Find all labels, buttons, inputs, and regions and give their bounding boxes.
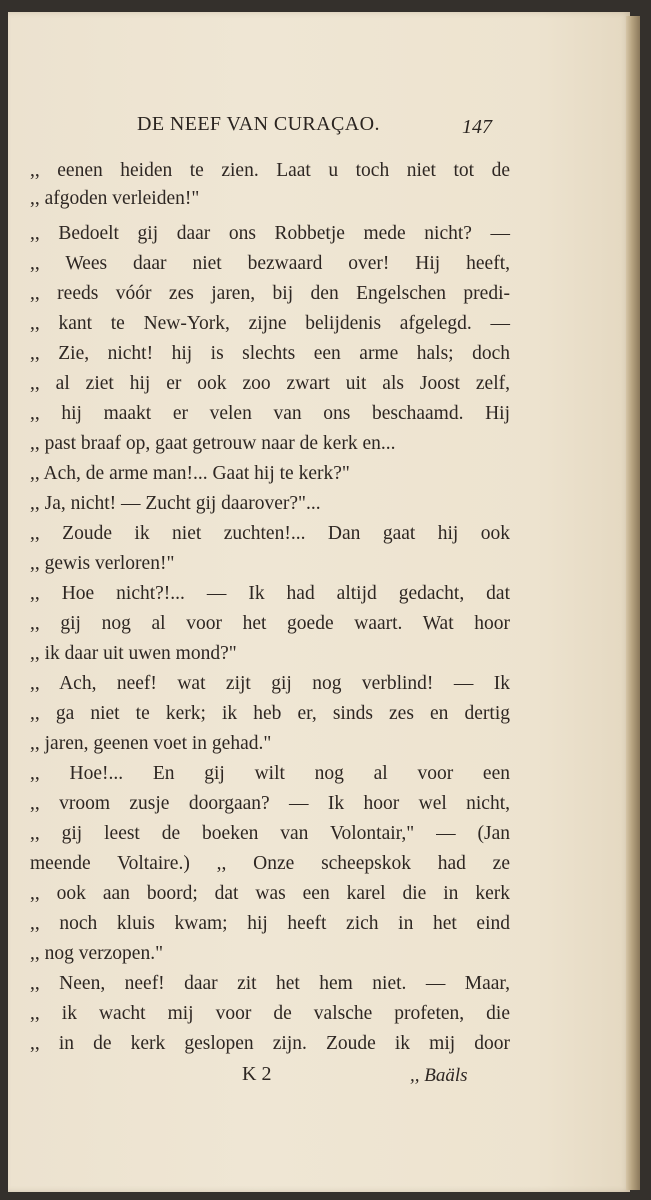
text-line: ,, Wees daar niet bezwaard over! Hij heeft, — [30, 253, 510, 274]
text-line: ,, gij leest de boeken van Volontair," — (Jan — [30, 823, 510, 844]
text-line: ,, reeds vóór zes jaren, bij den Engelschen predi- — [30, 283, 510, 304]
text-line: ,, past braaf op, gaat getrouw naar de kerk en... — [30, 433, 396, 454]
text-line: ,, nog verzopen." — [30, 943, 164, 964]
text-line: ,, Ach, de arme man!... Gaat hij te kerk?" — [30, 463, 350, 484]
text-line: ,, ga niet te kerk; ik heb er, sinds zes en dertig — [30, 703, 510, 724]
text-line: ,, Hoe!... En gij wilt nog al voor een — [30, 763, 510, 784]
text-line: ,, ik wacht mij voor de valsche profeten, die — [30, 1003, 510, 1024]
text-line: ,, al ziet hij er ook zoo zwart uit als Joost zelf, — [30, 373, 510, 394]
text-line: ,, noch kluis kwam; hij heeft zich in het eind — [30, 913, 510, 934]
catchword: ,, Baäls — [410, 1065, 468, 1086]
text-line: ,, ik daar uit uwen mond?" — [30, 643, 237, 664]
text-line: ,, Neen, neef! daar zit het hem niet. — Maar, — [30, 973, 510, 994]
text-line: ,, Ach, neef! wat zijt gij nog verblind! — Ik — [30, 673, 510, 694]
page-number: 147 — [462, 116, 492, 138]
text-line: ,, eenen heiden te zien. Laat u toch niet tot de — [30, 160, 510, 181]
text-line: ,, kant te New-York, zijne belijdenis afgelegd. — — [30, 313, 510, 334]
text-line: ,, Ja, nicht! — Zucht gij daarover?"... — [30, 493, 321, 514]
text-line: ,, Bedoelt gij daar ons Robbetje mede nicht? — — [30, 223, 510, 244]
running-title: DE NEEF VAN CURAÇAO. — [137, 113, 380, 135]
text-line: ,, Zoude ik niet zuchten!... Dan gaat hij ook — [30, 523, 510, 544]
text-line: ,, Hoe nicht?!... — Ik had altijd gedacht, dat — [30, 583, 510, 604]
text-line: ,, jaren, geenen voet in gehad." — [30, 733, 272, 754]
text-line: ,, gewis verloren!" — [30, 553, 175, 574]
signature-mark: K 2 — [242, 1063, 272, 1085]
text-line: ,, vroom zusje doorgaan? — Ik hoor wel nicht, — [30, 793, 510, 814]
text-line: ,, hij maakt er velen van ons beschaamd. Hij — [30, 403, 510, 424]
text-line: ,, in de kerk geslopen zijn. Zoude ik mij door — [30, 1033, 510, 1054]
text-line: ,, ook aan boord; dat was een karel die in kerk — [30, 883, 510, 904]
text-line: meende Voltaire.) ,, Onze scheepskok had ze — [30, 853, 510, 874]
text-line: ,, gij nog al voor het goede waart. Wat hoor — [30, 613, 510, 634]
page-edge — [626, 16, 640, 1190]
text-line: ,, afgoden verleiden!" — [30, 188, 200, 209]
text-line: ,, Zie, nicht! hij is slechts een arme hals; doch — [30, 343, 510, 364]
